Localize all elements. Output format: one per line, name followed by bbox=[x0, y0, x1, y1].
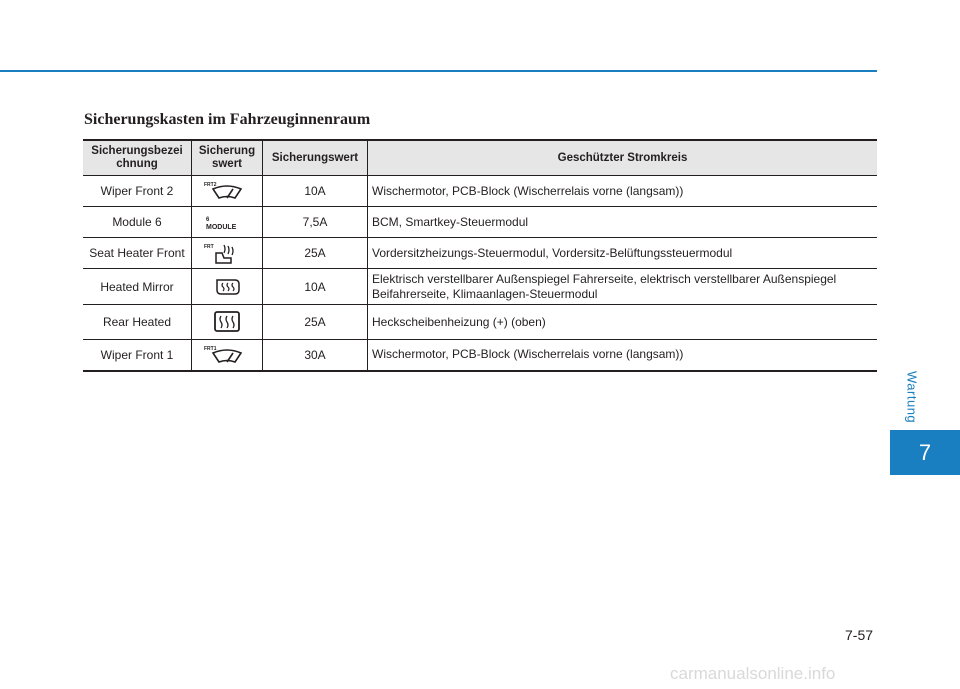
table-row bbox=[83, 176, 877, 207]
fuse-table bbox=[83, 139, 877, 372]
fuse-name: Seat Heater Front bbox=[83, 238, 192, 269]
top-rule bbox=[0, 70, 877, 72]
svg-text:MODULE: MODULE bbox=[206, 224, 237, 231]
table-row bbox=[83, 207, 877, 238]
module-icon bbox=[202, 209, 252, 235]
fuse-symbol bbox=[192, 176, 263, 207]
fuse-circuit: BCM, Smartkey-Steuermodul bbox=[368, 207, 878, 238]
fuse-name: Module 6 bbox=[83, 207, 192, 238]
fuse-circuit: Vordersitzheizungs-Steuermodul, Vordersitz-Belüftungssteuermodul bbox=[368, 238, 878, 269]
fuse-circuit: Elektrisch verstellbarer Außenspiegel Fahrerseite, elektrisch verstellbarer Außenspiegel Beifahrerseite, Klimaanlagen-Steuermodul bbox=[368, 269, 878, 305]
table-header-row bbox=[83, 140, 877, 176]
svg-text:6: 6 bbox=[206, 217, 210, 223]
fuse-rating: 10A bbox=[263, 269, 368, 305]
fuse-circuit: Wischermotor, PCB-Block (Wischerrelais vorne (langsam)) bbox=[368, 176, 878, 207]
col-header-symbol: Sicherung swert bbox=[192, 140, 263, 176]
fuse-rating: 7,5A bbox=[263, 207, 368, 238]
fuse-name: Wiper Front 1 bbox=[83, 340, 192, 371]
fuse-name: Heated Mirror bbox=[83, 269, 192, 305]
fuse-circuit: Heckscheibenheizung (+) (oben) bbox=[368, 305, 878, 340]
page-number: 7-57 bbox=[845, 627, 874, 643]
fuse-name: Rear Heated bbox=[83, 305, 192, 340]
wiper-front-icon bbox=[202, 178, 252, 204]
fuse-symbol bbox=[192, 269, 263, 305]
section-label: Wartung bbox=[904, 370, 920, 424]
fuse-rating: 25A bbox=[263, 305, 368, 340]
col-header-name: Sicherungsbezei chnung bbox=[83, 140, 192, 176]
seat-heater-icon bbox=[202, 240, 252, 266]
icon-label: FRT bbox=[204, 244, 214, 250]
table-row bbox=[83, 305, 877, 340]
icon-label: FRT2 bbox=[204, 182, 217, 188]
fuse-symbol bbox=[192, 238, 263, 269]
heated-mirror-icon bbox=[202, 274, 252, 300]
wiper-front-icon bbox=[202, 342, 252, 368]
fuse-symbol bbox=[192, 207, 263, 238]
fuse-rating: 30A bbox=[263, 340, 368, 371]
fuse-rating: 10A bbox=[263, 176, 368, 207]
fuse-name: Wiper Front 2 bbox=[83, 176, 192, 207]
chapter-tab: 7 bbox=[890, 430, 960, 475]
fuse-symbol bbox=[192, 340, 263, 371]
fuse-rating: 25A bbox=[263, 238, 368, 269]
col-header-circuit: Geschützter Stromkreis bbox=[368, 140, 878, 176]
table-row bbox=[83, 269, 877, 305]
icon-label: FRT1 bbox=[204, 345, 217, 352]
col-header-rating: Sicherungswert bbox=[263, 140, 368, 176]
table-row bbox=[83, 340, 877, 371]
page-title: Sicherungskasten im Fahrzeuginnenraum bbox=[84, 111, 371, 128]
table-row bbox=[83, 238, 877, 269]
rear-defrost-icon bbox=[202, 309, 252, 335]
fuse-circuit: Wischermotor, PCB-Block (Wischerrelais vorne (langsam)) bbox=[368, 340, 878, 371]
fuse-symbol bbox=[192, 305, 263, 340]
watermark: carmanualsonline.info bbox=[670, 664, 836, 683]
